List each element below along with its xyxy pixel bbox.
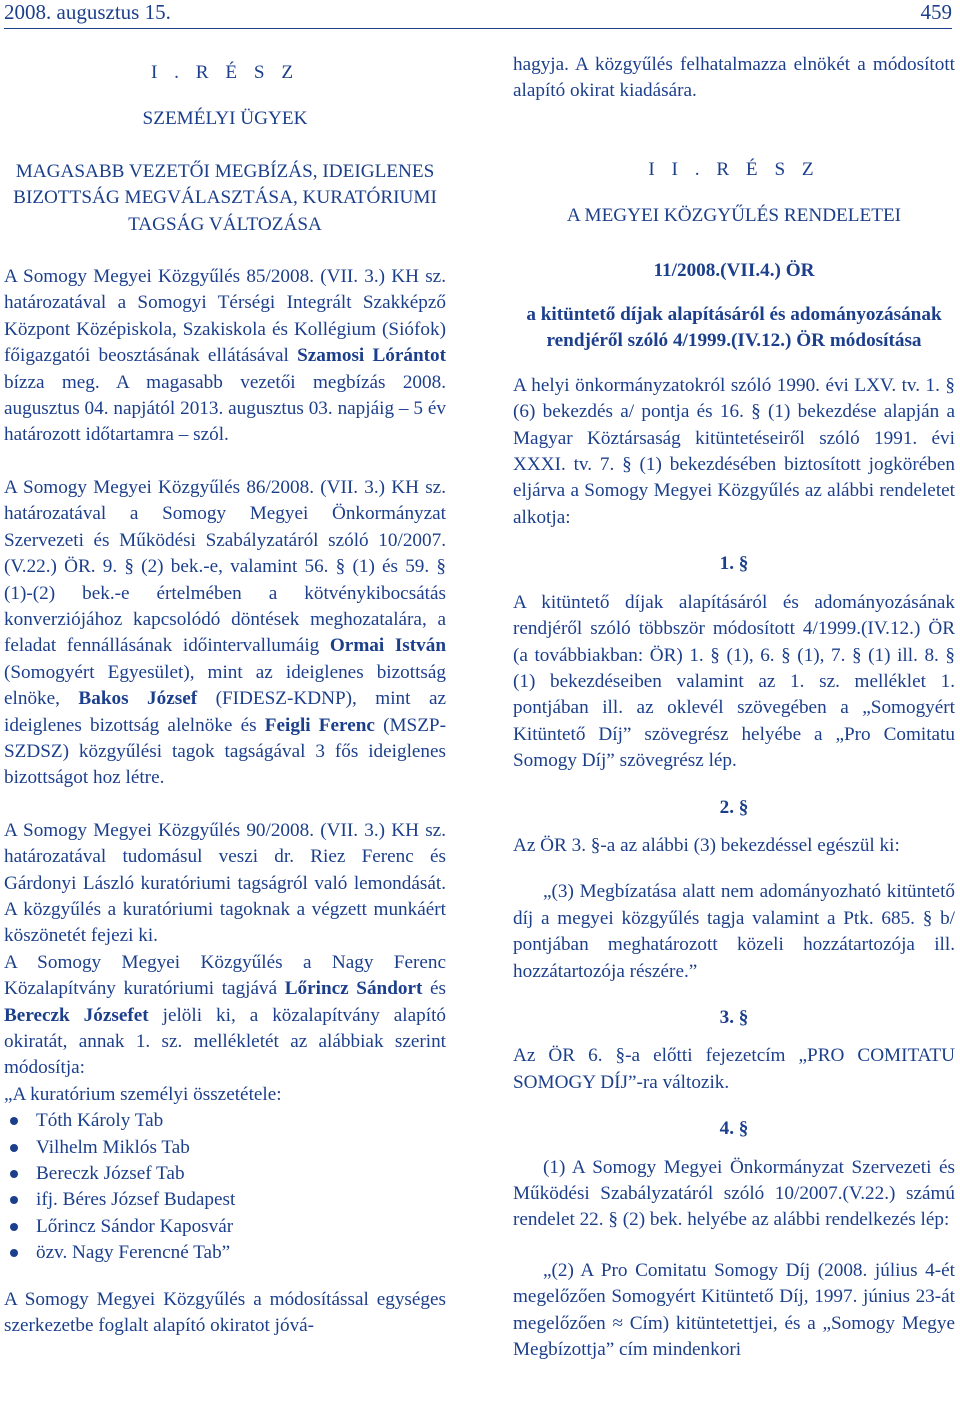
text-run: jelöli ki, a közalapítvány alapító okiratát, annak 1. sz. mellékletét az alábbiak szerint módosítja: [4,1004,446,1079]
text-run: (FIDESZ-KDNP), mint az ideiglenes bizottság alelnöke és [4,688,446,736]
part-title: I I . R É S Z [648,158,820,180]
resolution-90-paragraph: A Somogy Megyei Közgyűlés 90/2008. (VII. 3.) KH sz. határozatával tudomásul veszi dr. Riez Ferenc és Gárdonyi László kuratóriumi tagságról való lemondását. A közgyűlés a kuratóriumi tagoknak a végzett munkáért köszönetét fejezi ki. [4,819,446,947]
person-name: Bakos József [78,688,198,710]
section-title: SZEMÉLYI ÜGYEK [142,108,308,130]
resolution-86-paragraph [4,475,446,792]
right-column [513,52,955,1363]
list-item: Lőrincz Sándor Kaposvár [4,1214,446,1240]
section-2-quote: „(3) Megbízatása alatt nem adományozható kitüntető díj a megyei közgyűlés tagja valamint a Ptk. 685. § b/ pontjában meghatározott közeli hozzátartozója ill. hozzátartozója részére.” [513,881,955,982]
kuratorium-paragraph [4,950,446,1082]
regulation-title: a kitüntető díjak alapításáról és adományozásának rendjéről szóló 4/1999.(IV.12.) ÖR módosítása [526,304,942,352]
resolution-85-paragraph [4,264,446,449]
person-name: Bereczk Józsefet [4,1004,149,1026]
person-name: Lőrincz Sándort [284,978,423,1000]
section-4-quote: „(2) A Pro Comitatu Somogy Díj (2008. július 4-ét megelőzően Somogyért Kitüntető Díj, 1997. június 23-át megelőzően ≈ Cím) kitüntetettjei, és a „Somogy Megye Megbízottja” cím mindenkori [513,1259,955,1361]
person-name: Szamosi Lórántot [297,345,446,367]
text-run: A Somogy Megyei Közgyűlés a Nagy Ferenc Közalapítvány kuratóriumi tagjává [4,951,446,1000]
section-1-text: A kitüntető díjak alapításáról és adományozásának rendjéről szóló többször módosított 4/1999.(IV.12.) ÖR (a továbbiakban: ÖR) 1. § (1), 6. § (1), 7. § (1) ill. 8. § (1) bekezdéseiben valamint az 1. sz. melléklet 1. pontjában ill. az oklevél szövegében a „Somogyért Kitüntető Díj” szövegrész helyébe a „Pro Comitatu Somogy Díj” szövegrész lép. [513,591,955,772]
list-item: ifj. Béres József Budapest [4,1187,446,1213]
header-rule [4,28,952,29]
section-heading: MAGASABB VEZETŐI MEGBÍZÁS, IDEIGLENES BIZOTTSÁG MEGVÁLASZTÁSA, KURATÓRIUMI TAGSÁG VÁLTOZÁSA [13,160,437,235]
section-4-text: (1) A Somogy Megyei Önkormányzat Szervezeti és Működési Szabályzatáról szóló 10/2007.(V.22.) számú rendelet 22. § (2) bek. helyébe az alábbi rendelkezés lép: [513,1156,955,1231]
preamble-paragraph: A helyi önkormányzatokról szóló 1990. évi LXV. tv. 1. § (6) bekezdés a/ pontja és 16. § (1) bekezdése alapján a Magyar Köztársaság kitüntetéseiről szóló 1991. évi XXXI. tv. 7. § (1) bekezdésében biztosított jogkörében eljárva a Somogy Megyei Közgyűlés az alábbi rendeletet alkotja: [513,374,955,528]
regulation-number: 11/2008.(VII.4.) ÖR [653,259,815,281]
person-name: Ormai István [329,635,446,657]
text-run: bízza meg. A magasabb vezetői megbízás 2008. augusztus 04. napjától 2013. augusztus 03. napjáig – 5 év határozott időtartamra – szól. [4,371,446,446]
list-item: Vilhelm Miklós Tab [4,1135,446,1161]
page-number: 459 [920,0,952,24]
person-name: Feigli Ferenc [264,714,375,736]
text-run: A Somogy Megyei Közgyűlés 85/2008. (VII. 3.) KH sz. határozatával a Somogyi Térségi Integrált Szakképző Központ Középiskola, Szakiskola és Kollégium (Siófok) főigazgatói beosztásának ellátásával [4,266,446,367]
section-3-number: 3. § [719,1006,749,1028]
list-item: Bereczk József Tab [4,1161,446,1187]
member-list [4,1108,446,1266]
list-item: Tóth Károly Tab [4,1108,446,1134]
text-run: és [422,978,446,1000]
kuratorium-intro: „A kuratórium személyi összetétele: [4,1083,282,1105]
section-2-intro: Az ÖR 3. §-a az alábbi (3) bekezdéssel egészül ki: [513,834,900,856]
section-3-text: Az ÖR 6. §-a előtti fejezetcím „PRO COMITATU SOMOGY DÍJ”-ra változik. [513,1045,955,1093]
page-header [4,0,952,30]
approval-paragraph: A Somogy Megyei Közgyűlés a módosítással egységes szerkezetbe foglalt alapító okiratot jóvá- [4,1288,446,1337]
part-title: I . R É S Z [150,62,300,83]
section-4-number: 4. § [719,1118,749,1140]
continuation-paragraph: hagyja. A közgyűlés felhatalmazza elnökét a módosított alapító okirat kiadására. [513,54,955,102]
text-run: A Somogy Megyei Közgyűlés 86/2008. (VII. 3.) KH sz. határozatával a Somogy Megyei Önkormányzat Szervezeti és Működési Szabályzatáról szóló 10/2007.(V.22.) ÖR. 9. § (2) bek.-e, valamint 56. § (1) és 59. § (1)-(2) bek.-e értelmében a kötvénykibocsátás konverziójához kapcsolódó döntések meghozatalára, a feladat fennállásának időintervallumáig [4,476,446,657]
left-column [4,52,446,1339]
section-2-number: 2. § [719,796,749,818]
section-title: A MEGYEI KÖZGYŰLÉS RENDELETEI [566,205,902,227]
section-1-number: 1. § [719,553,749,575]
text-run: (MSZP-SZDSZ) közgyűlési tagok tagságával 3 fős ideiglenes bizottságot hoz létre. [4,714,446,789]
list-item: özv. Nagy Ferencné Tab” [4,1240,446,1266]
header-date: 2008. augusztus 15. [4,0,171,24]
text-run: (Somogyért Egyesület), mint az ideiglenes bizottság elnöke, [4,661,446,710]
